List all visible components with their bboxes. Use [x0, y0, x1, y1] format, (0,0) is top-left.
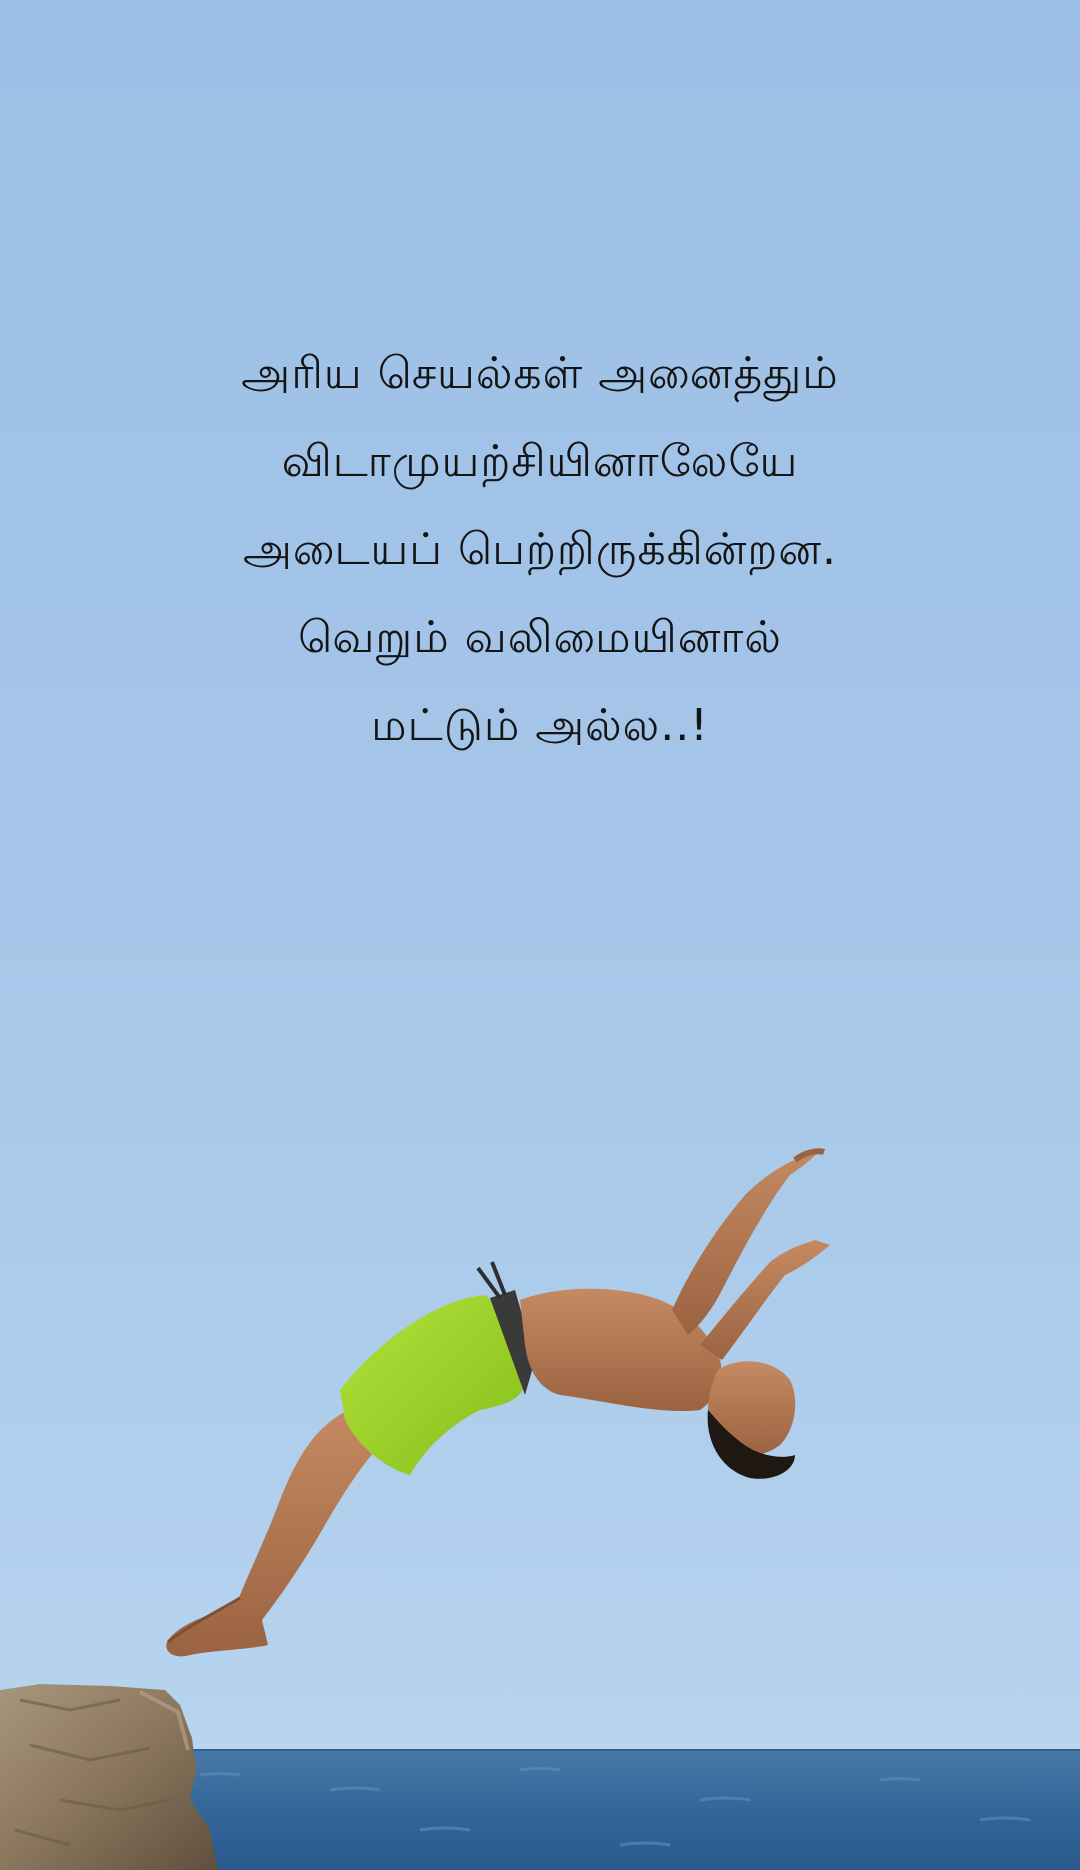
- rock-cliff: [0, 1684, 218, 1870]
- quote-line-5: மட்டும் அல்ல..!: [371, 700, 709, 751]
- quote-line-1: அரிய செயல்கள் அனைத்தும்: [241, 348, 839, 399]
- quote-text: [90, 330, 990, 770]
- diver: [166, 1148, 830, 1656]
- quote-line-2: விடாமுயற்சியினாலேயே: [281, 436, 799, 487]
- quote-line-4: வெறும் வலிமையினால்: [298, 612, 782, 663]
- quote-line-3: அடையப் பெற்றிருக்கின்றன.: [242, 524, 838, 575]
